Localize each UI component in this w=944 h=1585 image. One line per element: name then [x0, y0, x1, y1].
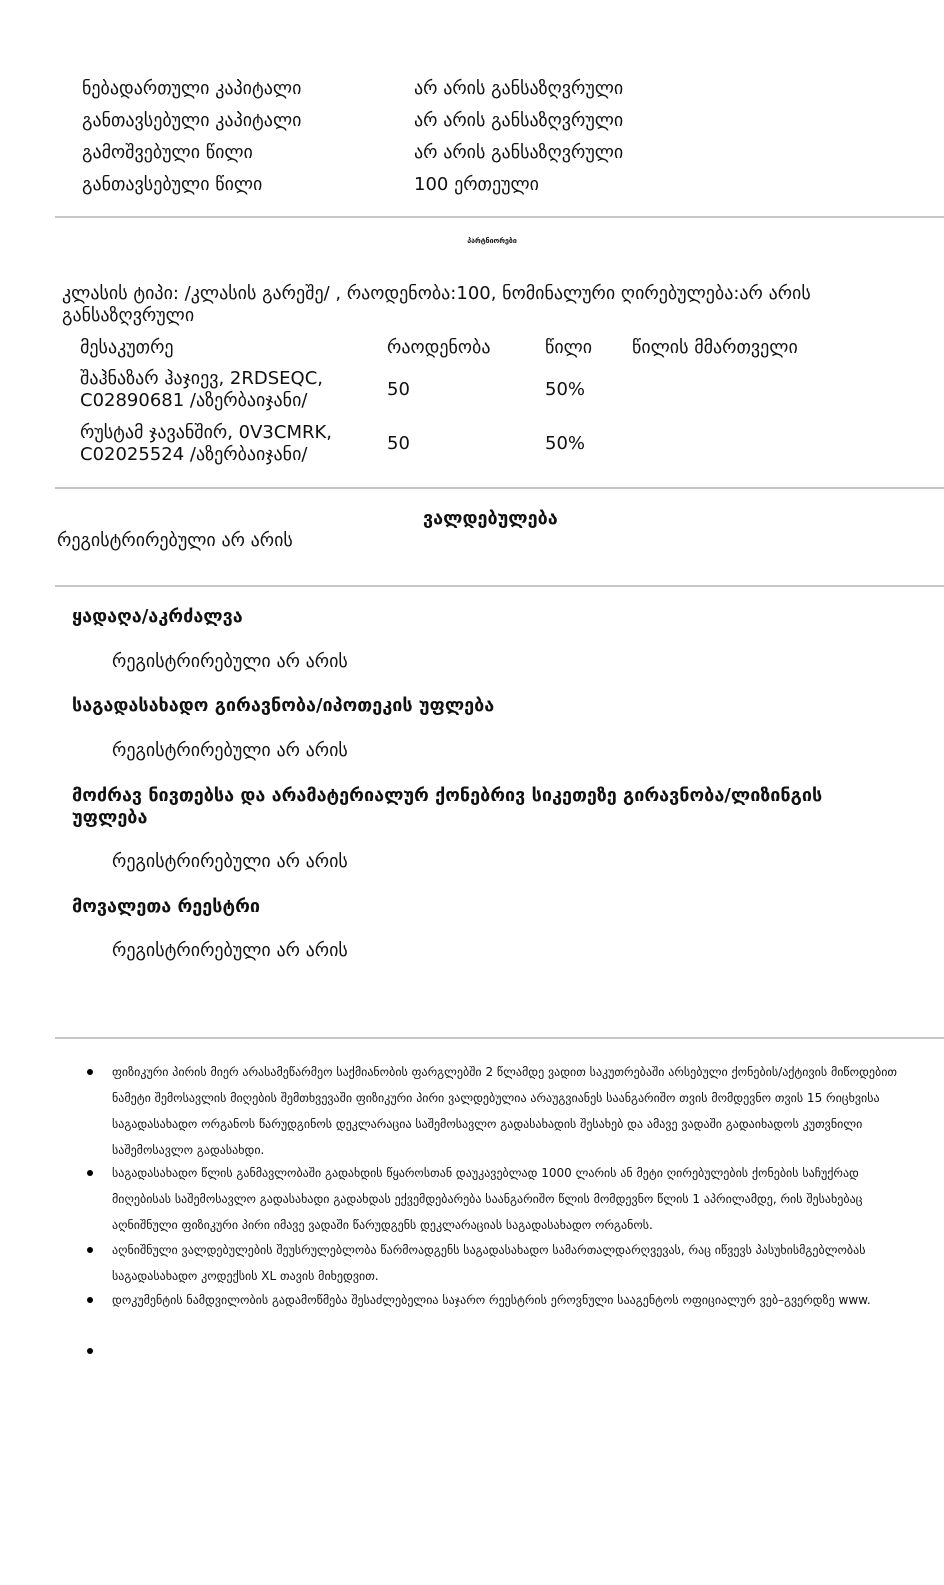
- note-line: მიღებისას საშემოსავლო გადასახადი გადახდას ექვემდებარება საანგარიშო წლის მომდევნო წლის 1 აპრილამდე, რის შესახებაც: [112, 1192, 863, 1206]
- owner-share: 50%: [545, 433, 586, 454]
- owner-id: C02025524 /აზერბაიჯანი/: [80, 444, 308, 465]
- note-line: საგადასახადო ორგანოს წარუდგინოს დეკლარაცია საშემოსავლო გადასახადის შესახებ და ამავე ვადაში გადაიხადოს კუთვნილი: [112, 1117, 863, 1131]
- note-line: საგადასახადო წლის განმავლობაში გადახდის წყაროსთან დაუკავებლად 1000 ლარის ან მეტი ღირებულების ქონების საჩუქრად: [112, 1166, 859, 1180]
- class-description: კლასის ტიპი: /კლასის გარეშე/ , რაოდენობა:100, ნომინალური ღირებულება:არ არის: [62, 283, 811, 304]
- registry-status: რეგისტრირებული არ არის: [112, 651, 348, 672]
- class-description-cont: განსაზღვრული: [62, 305, 195, 326]
- owner-quantity: 50: [387, 379, 410, 400]
- owner-name: რუსტამ ჯავანშირ, 0V3CMRK,: [80, 422, 333, 443]
- divider: [55, 487, 944, 489]
- note-line: ფიზიკური პირის მიერ არასამეწარმეო საქმიანობის ფარგლებში 2 წლამდე ვადით საკუთრებაში არსებული ქონების/აქტივის მიწოდებით: [112, 1065, 898, 1079]
- divider: [55, 216, 944, 218]
- capital-value: არ არის განსაზღვრული: [414, 78, 624, 99]
- registry-title: მოძრავ ნივთებსა და არამატერიალურ ქონებრივ სიკეთეზე გირავნობა/ლიზინგის: [72, 785, 823, 806]
- bullet-icon: [87, 1170, 93, 1176]
- registry-status: რეგისტრირებული არ არის: [112, 740, 348, 761]
- bullet-icon: [87, 1297, 93, 1303]
- bullet-icon: [87, 1247, 93, 1253]
- note-line: დოკუმენტის ნამდვილობის გადამოწმება შესაძლებელია საჯარო რეესტრის ეროვნული სააგენტოს ოფიციალურ ვებ–გვერდზე www.: [112, 1293, 871, 1307]
- note-line: ნამეტი შემოსავლის მიღების შემთხვევაში ფიზიკური პირი ვალდებულია არაუგვიანეს საანგარიშო თვის მომდევნო თვის 15 რიცხვისა: [112, 1091, 880, 1105]
- capital-value: არ არის განსაზღვრული: [414, 142, 624, 163]
- obligations-status: რეგისტრირებული არ არის: [57, 530, 293, 551]
- note-line: აღნიშნული ვალდებულების შეუსრულებლობა წარმოადგენს საგადასახადო სამართალდარღვევას, რაც იწვევს პასუხისმგებლობას: [112, 1243, 866, 1257]
- owner-name: შაჰნაზარ ჰაჯიევ, 2RDSEQC,: [80, 368, 323, 389]
- bullet-icon: [87, 1348, 93, 1354]
- registry-status: რეგისტრირებული არ არის: [112, 940, 348, 961]
- capital-label: განთავსებული კაპიტალი: [82, 110, 302, 131]
- divider: [55, 585, 944, 587]
- registry-title: ყადაღა/აკრძალვა: [72, 606, 243, 627]
- partners-title: პარტნიორები: [467, 237, 517, 245]
- header-manager: წილის მმართველი: [632, 337, 798, 358]
- note-line: აღნიშნული ფიზიკური პირი იმავე ვადაში წარუდგენს დეკლარაციას საგადასახადო ორგანოს.: [112, 1218, 653, 1232]
- header-quantity: რაოდენობა: [387, 337, 491, 358]
- divider: [55, 1037, 944, 1039]
- capital-label: ნებადართული კაპიტალი: [82, 78, 302, 99]
- registry-status: რეგისტრირებული არ არის: [112, 851, 348, 872]
- note-line: საგადასახადო კოდექსის XL თავის მიხედვით.: [112, 1269, 379, 1283]
- owner-quantity: 50: [387, 433, 410, 454]
- capital-label: გამოშვებული წილი: [82, 142, 253, 163]
- registry-title: მოვალეთა რეესტრი: [72, 896, 261, 917]
- note-line: საშემოსავლო გადასახდი.: [112, 1143, 265, 1157]
- header-owner: მესაკუთრე: [80, 337, 174, 358]
- registry-title-cont: უფლება: [72, 807, 148, 828]
- owner-id: C02890681 /აზერბაიჯანი/: [80, 390, 308, 411]
- capital-value: 100 ერთეული: [414, 174, 539, 195]
- obligations-title: ვალდებულება: [423, 508, 558, 529]
- owner-share: 50%: [545, 379, 586, 400]
- registry-title: საგადასახადო გირავნობა/იპოთეკის უფლება: [72, 695, 495, 716]
- capital-label: განთავსებული წილი: [82, 174, 263, 195]
- header-share: წილი: [545, 337, 593, 358]
- capital-value: არ არის განსაზღვრული: [414, 110, 624, 131]
- bullet-icon: [87, 1069, 93, 1075]
